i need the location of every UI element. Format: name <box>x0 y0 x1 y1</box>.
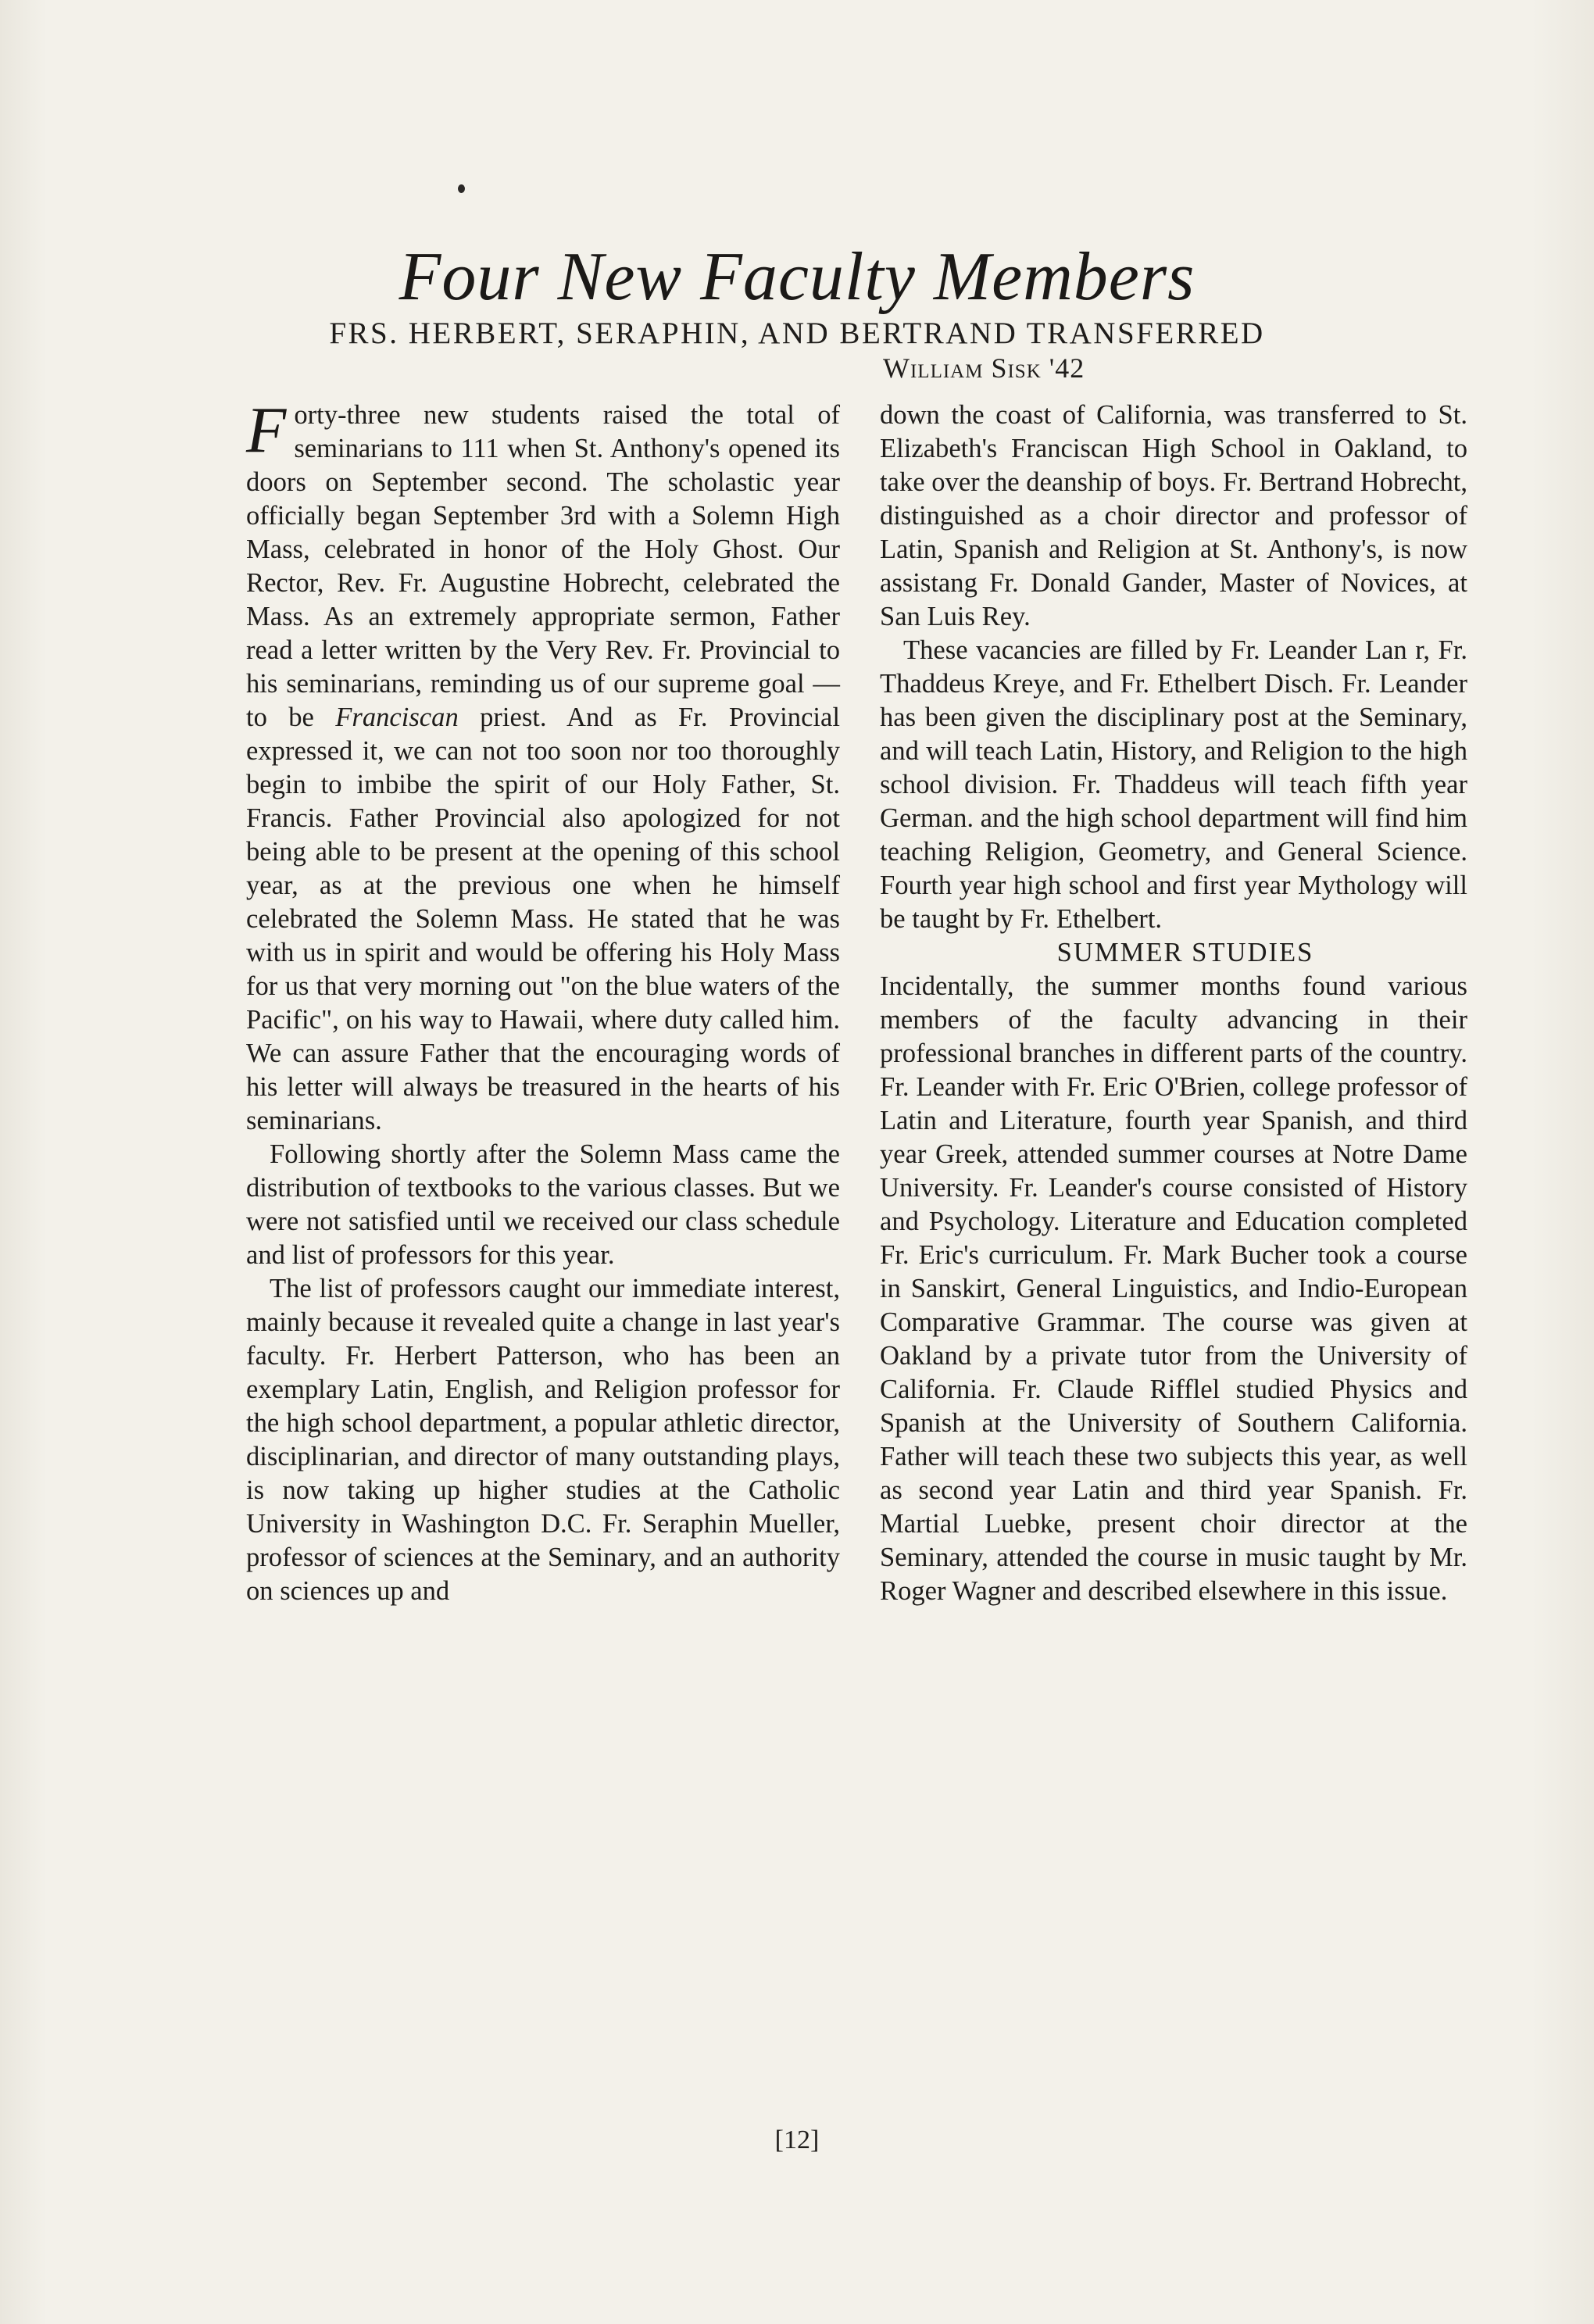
bullet-mark <box>458 184 465 193</box>
right-paragraph-2: These vacancies are filled by Fr. Leander Lan r, Fr. Thaddeus Kreye, and Fr. Ethelbert Disch. Fr. Leander has been given the disciplinary post at the Seminary, and will teach Latin, History, and Religion to the high school division. Fr. Thaddeus will teach fifth year German. and the high school department will find him teaching Religion, Geometry, and General Science. Fourth year high school and first year Mythology will be taught by Fr. Ethelbert. <box>880 635 1467 934</box>
left-paragraph-3: The list of professors caught our immediate interest, mainly because it revealed quite a change in last year's faculty. Fr. Herbert Patterson, who has been an exemplary Latin, English, and Religion professor for the high school department, a popular athletic director, disciplinarian, and director of many outstanding plays, is now taking up higher studies at the Catholic University in Washington D.C. Fr. Seraphin Mueller, professor of sciences at the Seminary, and an authority on sciences up and <box>246 1274 840 1606</box>
left-paragraph-1-text: orty-three new students raised the total of seminarians to 111 when St. Anthony's opened its doors on September second. The scholastic year officially began September 3rd with a Solemn High Mass, celebrated in honor of the Holy Ghost. Our Rector, Rev. Fr. Augustine Hobrecht, celebrated the Mass. As an extremely appropriate sermon, Father read a letter written by the Very Rev. Fr. Provincial to his seminarians, reminding us of our supreme goal —to be <box>246 400 840 732</box>
left-paragraph-1-end: priest. And as Fr. Provincial expressed it, we can not too soon nor too thoroughly begin to imbibe the spirit of our Holy Father, St. Francis. Father Provincial also apologized for not being able to be present at the opening of this school year, as at the previous one when he himself celebrated the Solemn Mass. He stated that he was with us in spirit and would be offering his Holy Mass for us that very morning out "on the blue waters of the Pacific", on his way to Hawaii, where duty called him. We can assure Father that the encouraging words of his letter will always be treasured in the hearts of his seminarians. <box>246 703 840 1135</box>
emphasized-word: Franciscan <box>335 703 459 732</box>
article-title: Four New Faculty Members <box>398 239 1196 315</box>
left-column <box>246 394 840 1608</box>
page-number: [12] <box>774 2126 820 2154</box>
left-paragraph-2: Following shortly after the Solemn Mass came the distribution of textbooks to the various classes. But we were not satisfied until we received our class schedule and list of professors for this year. <box>246 1139 840 1270</box>
right-paragraph-3: Incidentally, the summer months found various members of the faculty advancing in their professional branches in different parts of the country. Fr. Leander with Fr. Eric O'Brien, college professor of Latin and Literature, fourth year Spanish, and third year Greek, attended summer courses at Notre Dame University. Fr. Leander's course consisted of History and Psychology. Literature and Education completed Fr. Eric's curriculum. Fr. Mark Bucher took a course in Sanskirt, General Linguistics, and Indio-European Comparative Grammar. The course was given at Oakland by a private tutor from the University of California. Fr. Claude Rifflel studied Physics and Spanish at the University of Southern California. Father will teach these two subjects this year, as well as second year Latin and third year Spanish. Fr. Martial Luebke, present choir director at the Seminary, attended the course in music taught by Mr. Roger Wagner and described elsewhere in this issue. <box>880 971 1467 1606</box>
right-column <box>880 399 1467 1608</box>
article-byline: William Sisk '42 <box>883 352 1085 384</box>
drop-cap: F <box>246 394 287 467</box>
section-heading: SUMMER STUDIES <box>1056 938 1314 967</box>
right-paragraph-1: down the coast of California, was transferred to St. Elizabeth's Franciscan High School in Oakland, to take over the deanship of boys. Fr. Bertrand Hobrecht, distinguished as a choir director and professor of Latin, Spanish and Religion at St. Anthony's, is now assistang Fr. Donald Gander, Master of Novices, at San Luis Rey. <box>880 400 1467 631</box>
left-paragraph-1 <box>246 394 840 1138</box>
article-subtitle: FRS. HERBERT, SERAPHIN, AND BERTRAND TRANSFERRED <box>329 316 1265 350</box>
